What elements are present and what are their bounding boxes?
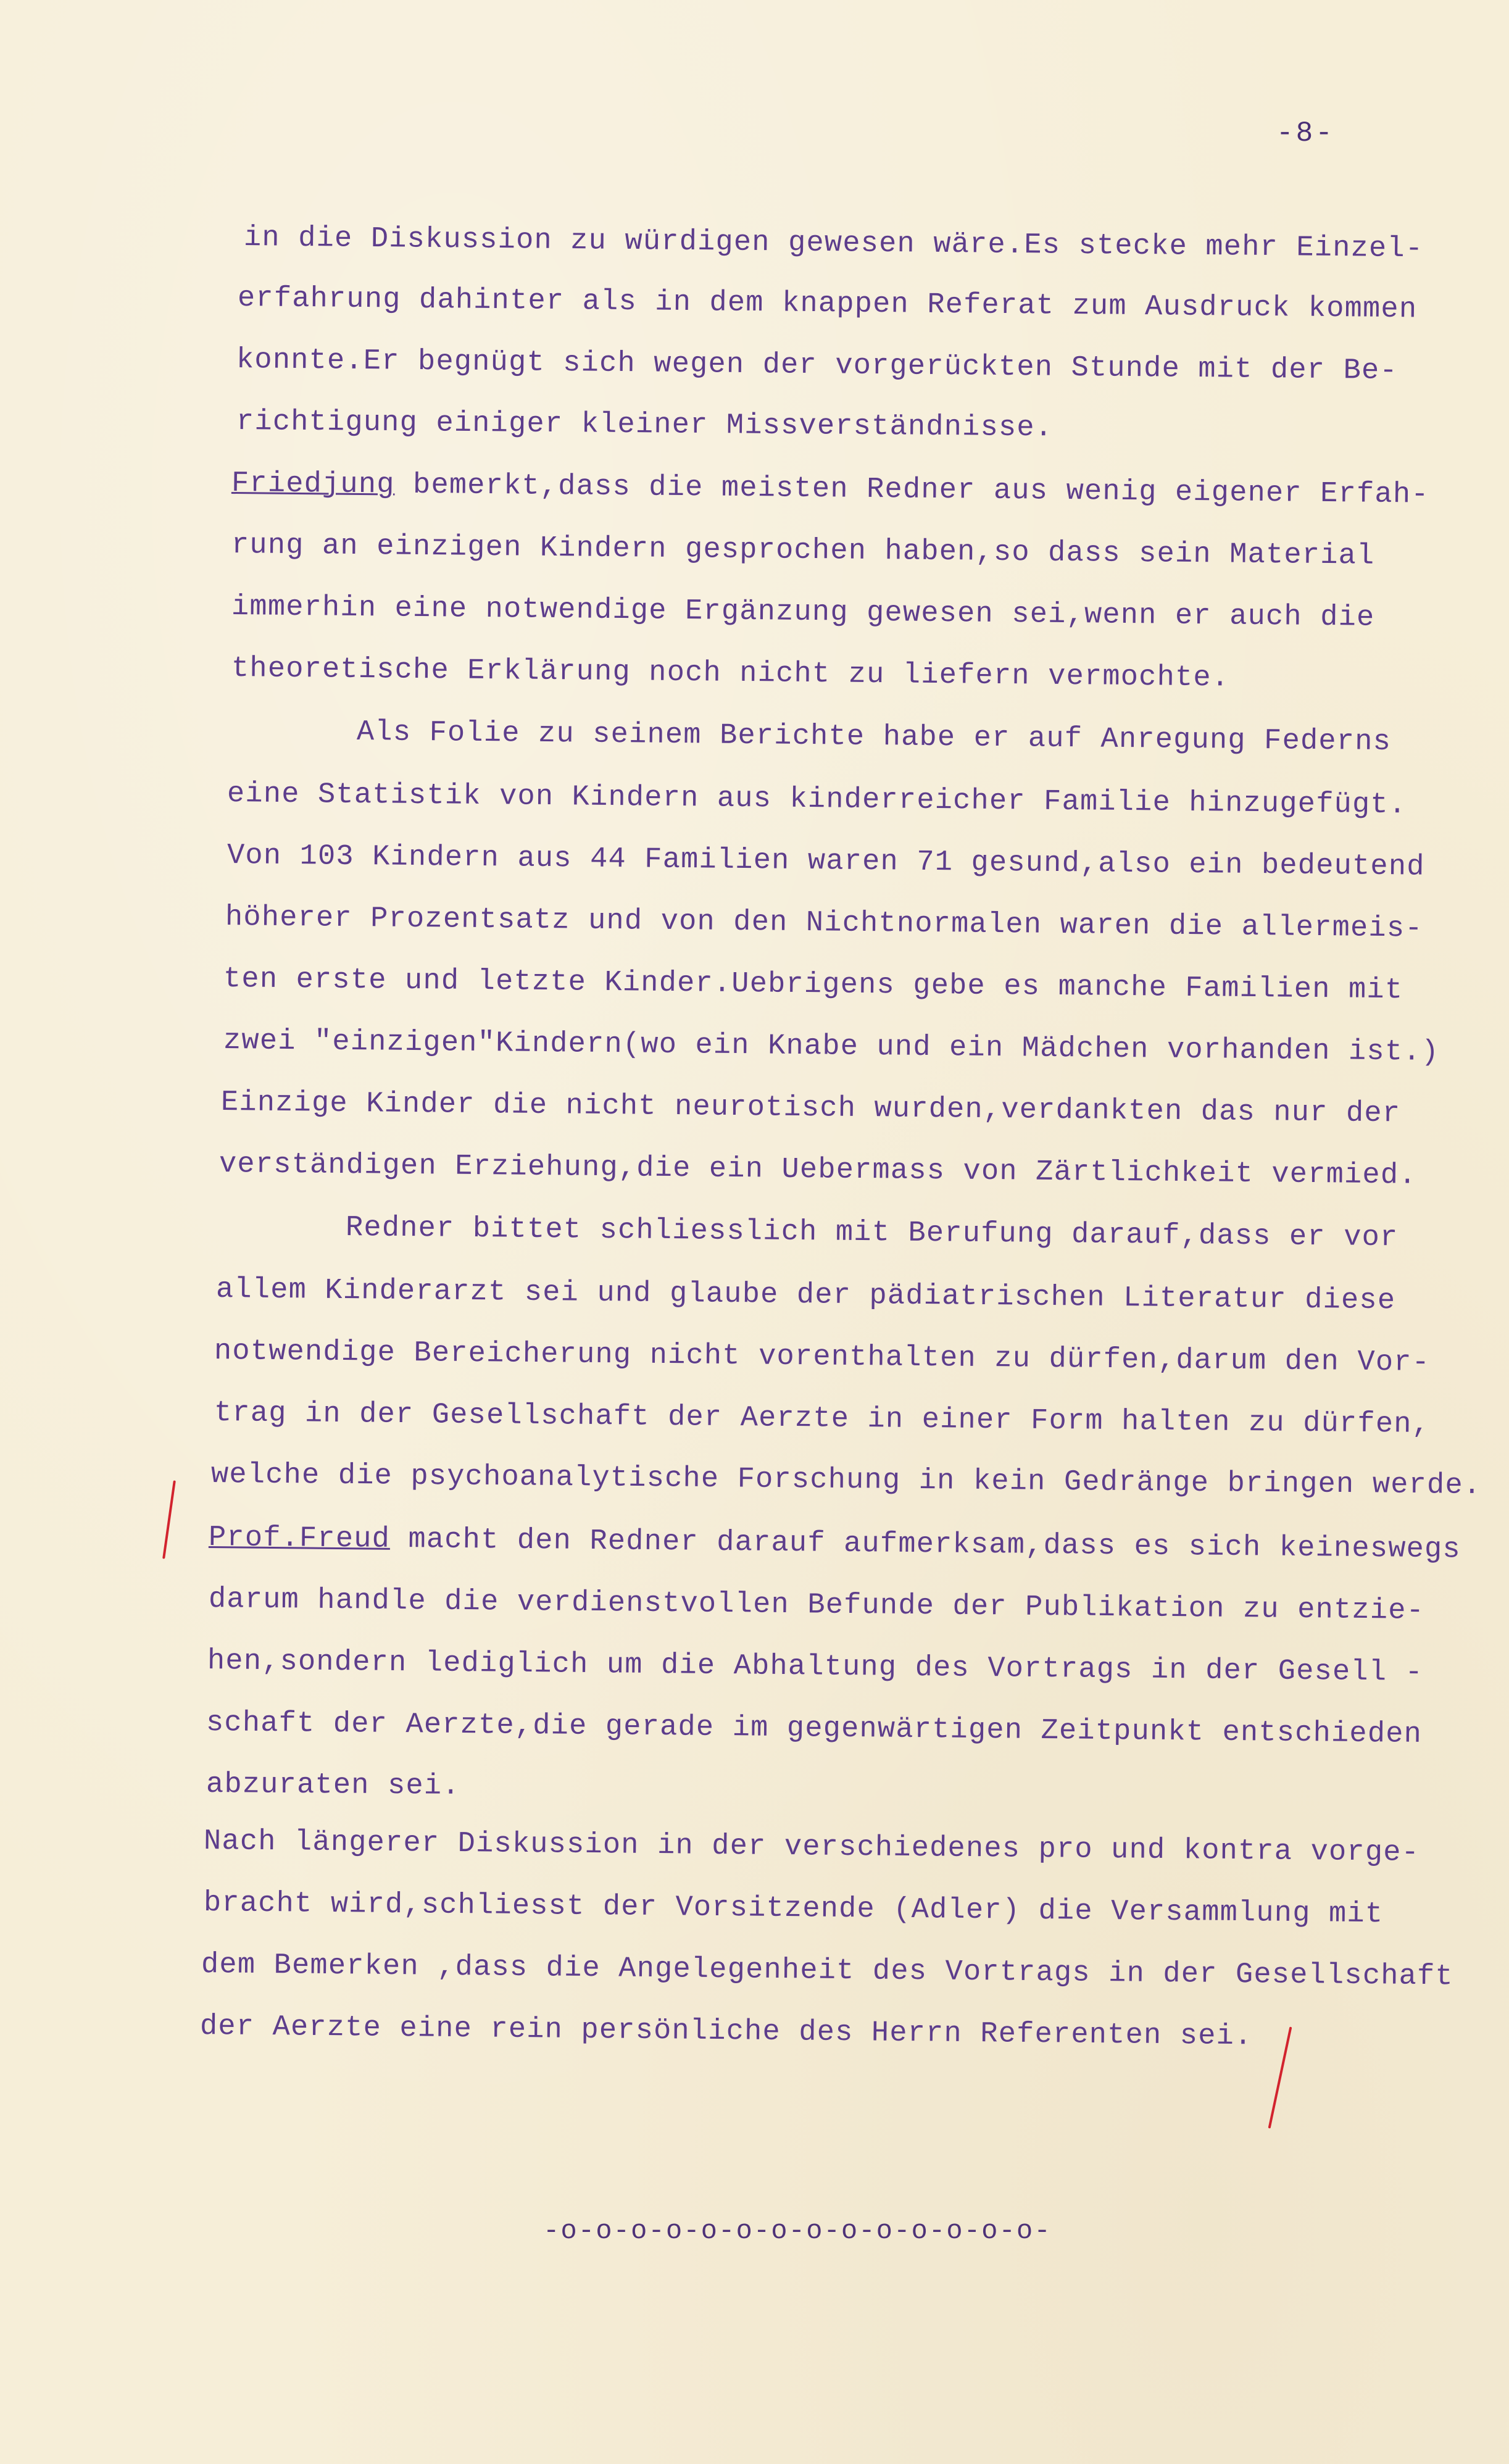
line-text: macht den Redner darauf aufmerksam,dass es sich keineswegs xyxy=(389,1523,1461,1567)
line-text: konnte.Er begnügt sich wegen der vorgerückten Stunde mit der Be- xyxy=(236,344,1399,388)
line-text: theoretische Erklärung noch nicht zu liefern vermochte. xyxy=(231,652,1230,695)
line-text: Redner bittet schliesslich mit Berufung darauf,dass er vor xyxy=(345,1212,1399,1255)
line-text: welche die psychoanalytische Forschung in kein Gedränge bringen werde. xyxy=(210,1459,1482,1502)
line-text: allem Kinderarzt sei und glaube der pädiatrischen Literatur diese xyxy=(215,1273,1396,1318)
line-text: in die Diskussion zu würdigen gewesen wäre.Es stecke mehr Einzel- xyxy=(243,222,1424,266)
line-text: trag in der Gesellschaft der Aerzte in einer Form halten zu dürfen, xyxy=(214,1397,1431,1441)
line-text: dem Bemerken ,dass die Angelegenheit des Vortrags in der Gesellschaft xyxy=(201,1949,1454,1994)
line-text: Als Folie zu seinem Berichte habe er auf Anregung Federns xyxy=(356,716,1392,759)
line-text: Von 103 Kindern aus 44 Familien waren 71 gesund,also ein bedeutend xyxy=(227,839,1425,884)
line-text: richtigung einiger kleiner Missverständnisse. xyxy=(236,406,1054,445)
line-text: hen,sondern lediglich um die Abhaltung des Vortrags in der Gesell - xyxy=(207,1645,1424,1689)
line-text: höherer Prozentsatz und von den Nichtnormalen waren die allermeis- xyxy=(225,901,1423,946)
line-text: erfahrung dahinter als in dem knappen Referat zum Ausdruck kommen xyxy=(237,282,1418,327)
line-text: bracht wird,schliesst der Vorsitzende (Adler) die Versammlung mit xyxy=(203,1887,1384,1931)
body-line xyxy=(236,407,1054,443)
line-text: immerhin eine notwendige Ergänzung gewesen sei,wenn er auch die xyxy=(231,591,1375,635)
line-text: zwei "einzigen"Kindern(wo ein Knabe und ein Mädchen vorhanden ist.) xyxy=(223,1025,1440,1069)
line-text: notwendige Bereicherung nicht vorenthalten zu dürfen,darum den Vor- xyxy=(214,1335,1431,1380)
line-text: eine Statistik von Kindern aus kinderreicher Familie hinzugefügt. xyxy=(227,778,1407,822)
page-number: -8- xyxy=(1276,117,1335,149)
speaker-name: Friedjung xyxy=(231,467,395,502)
line-text: der Aerzte eine rein persönliche des Herrn Referenten sei. xyxy=(199,2010,1253,2054)
line-text: schaft der Aerzte,die gerade im gegenwärtigen Zeitpunkt entschieden xyxy=(206,1707,1423,1751)
line-text: bemerkt,dass die meisten Redner aus wenig eigener Erfah- xyxy=(394,468,1429,512)
line-text: rung an einzigen Kindern gesprochen haben,so dass sein Material xyxy=(231,529,1375,573)
line-text: Einzige Kinder die nicht neurotisch wurden,verdankten das nur der xyxy=(220,1086,1401,1131)
line-text: darum handle die verdienstvollen Befunde der Publikation zu entzie- xyxy=(208,1583,1425,1628)
section-divider: -o-o-o-o-o-o-o-o-o-o-o-o-o-o- xyxy=(543,2216,1052,2247)
body-line xyxy=(206,1770,460,1801)
line-text: abzuraten sei. xyxy=(206,1768,460,1803)
line-text: ten erste und letzte Kinder.Uebrigens gebe es manche Familien mit xyxy=(223,963,1403,1007)
speaker-name: Prof.Freud xyxy=(208,1521,391,1556)
line-text: verständigen Erziehung,die ein Uebermass von Zärtlichkeit vermied. xyxy=(218,1148,1417,1192)
line-text: Nach längerer Diskussion in der verschiedenes pro und kontra vorge- xyxy=(203,1825,1420,1870)
